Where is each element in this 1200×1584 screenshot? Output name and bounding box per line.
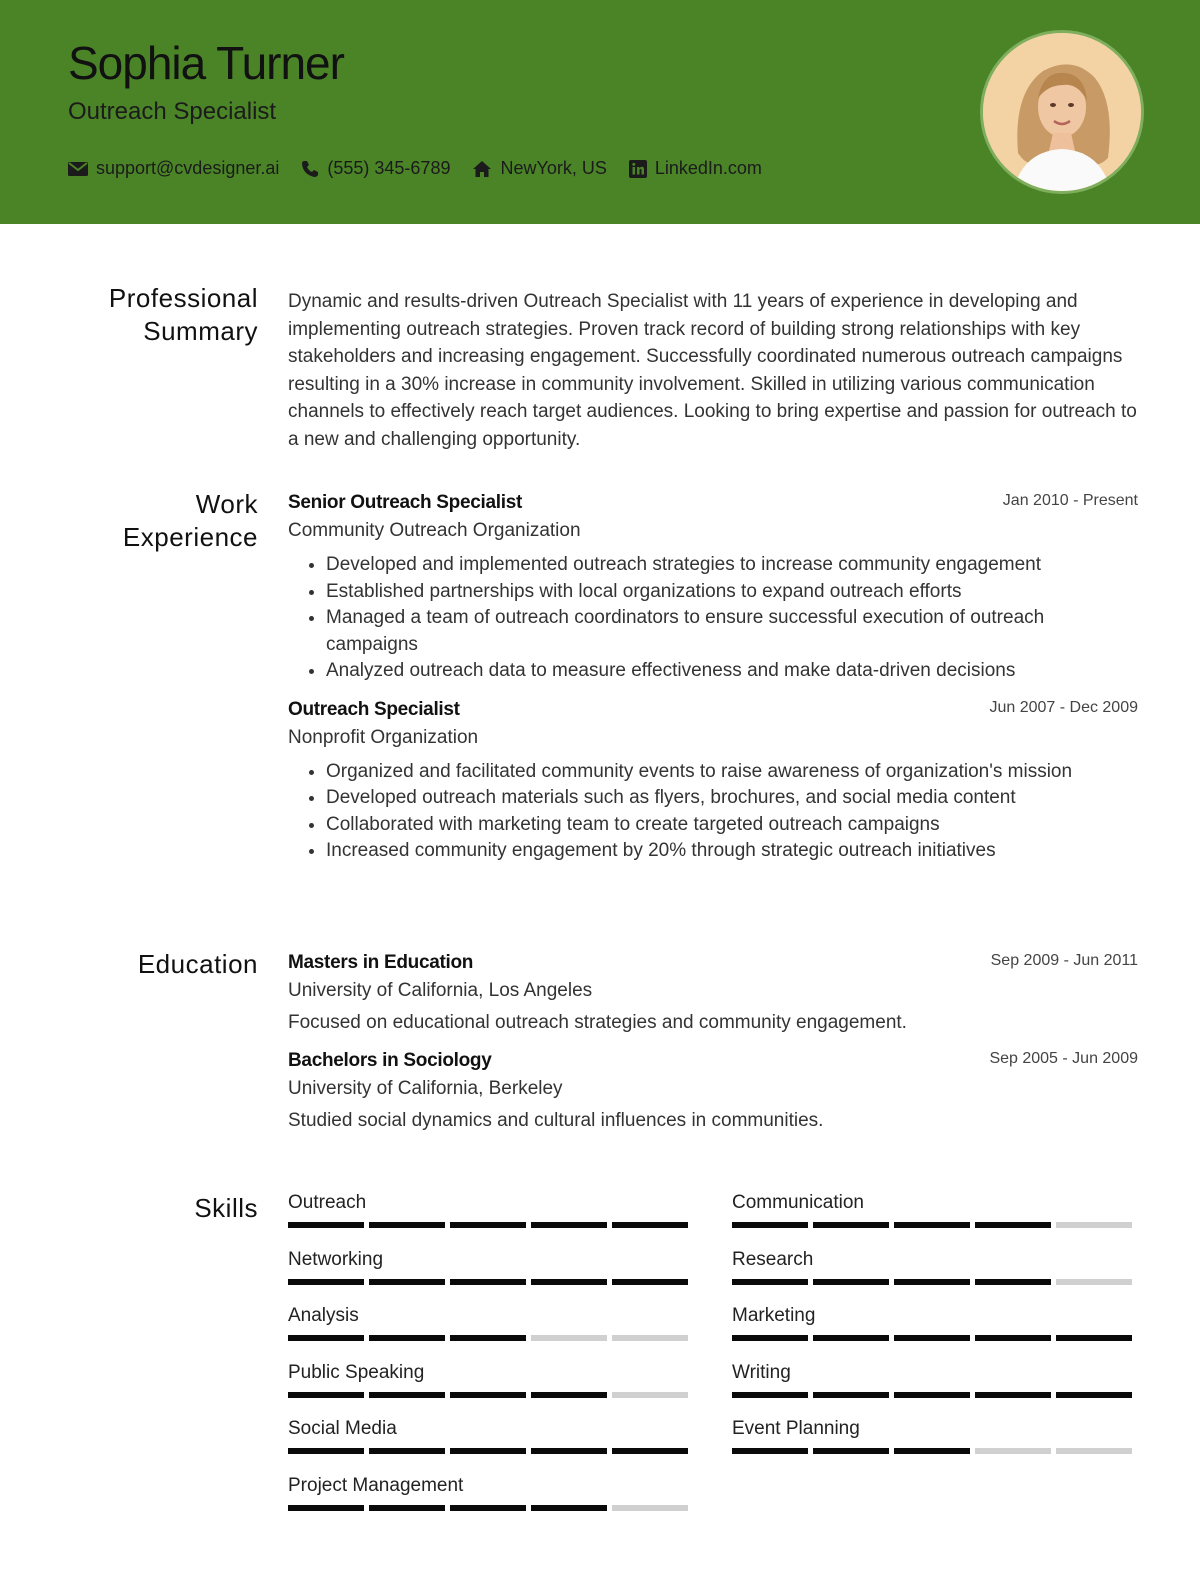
skill-segment-filled	[288, 1279, 364, 1285]
skill-segment-filled	[732, 1222, 808, 1228]
contact-linkedin[interactable]	[629, 158, 762, 179]
skill-segment-filled	[450, 1392, 526, 1398]
skill-segment-filled	[612, 1222, 688, 1228]
skill-level-bar	[732, 1448, 1132, 1454]
linkedin-icon	[629, 160, 647, 178]
list-item: • Organized and facilitated community events to raise awareness of organization's mission	[326, 759, 1138, 786]
skill-segment-filled	[450, 1222, 526, 1228]
experience-entry	[288, 699, 1138, 865]
summary-body	[288, 288, 1138, 453]
skill-segment-empty	[1056, 1448, 1132, 1454]
skill-segment-filled	[369, 1335, 445, 1341]
list-item: • Collaborated with marketing team to create targeted outreach campaigns	[326, 812, 1138, 839]
envelope-icon	[68, 161, 88, 177]
skill-segment-filled	[894, 1448, 970, 1454]
education-description: Focused on educational outreach strategies and community engagement.	[288, 1012, 907, 1033]
skill-segment-filled	[450, 1448, 526, 1454]
skill-item	[288, 1305, 688, 1341]
skill-name: Networking	[288, 1248, 384, 1270]
skill-segment-filled	[975, 1222, 1051, 1228]
skill-level-bar	[288, 1505, 688, 1511]
skill-level-bar	[732, 1222, 1132, 1228]
skill-segment-filled	[732, 1392, 808, 1398]
skill-segment-empty	[612, 1505, 688, 1511]
skill-segment-filled	[732, 1279, 808, 1285]
education-description: Studied social dynamics and cultural influences in communities.	[288, 1110, 824, 1131]
skill-item	[732, 1305, 1132, 1341]
skill-name: Outreach	[288, 1192, 367, 1213]
skill-segment-filled	[813, 1279, 889, 1285]
education-list	[288, 952, 1138, 1132]
email-text: support@cvdesigner.ai	[96, 158, 280, 178]
summary-heading-line-2: Summary	[143, 316, 258, 346]
skill-name: Event Planning	[732, 1418, 860, 1439]
skill-item	[288, 1249, 688, 1285]
skill-name: Communication	[732, 1192, 864, 1213]
experience-list	[288, 492, 1138, 865]
skill-segment-filled	[975, 1392, 1051, 1398]
skill-level-bar	[732, 1392, 1132, 1398]
skill-name: Public Speaking	[288, 1361, 425, 1383]
job-role: Senior Outreach Specialist	[288, 492, 523, 513]
skill-segment-filled	[732, 1448, 808, 1454]
summary-heading-line-1: Professional	[108, 283, 258, 313]
linkedin-text: LinkedIn.com	[654, 158, 762, 178]
phone-icon	[301, 160, 319, 178]
skill-segment-filled	[894, 1279, 970, 1285]
education-date: Sep 2005 - Jun 2009	[989, 1050, 1138, 1067]
location-text: NewYork, US	[500, 158, 607, 178]
skill-segment-filled	[369, 1222, 445, 1228]
school: University of California, Los Angeles	[288, 980, 593, 1001]
skill-segment-filled	[288, 1392, 364, 1398]
profile-photo	[980, 30, 1144, 194]
skill-segment-empty	[612, 1392, 688, 1398]
skill-segment-filled	[369, 1448, 445, 1454]
list-item: • Developed and implemented outreach strategies to increase community engagement	[326, 552, 1138, 579]
skill-segment-empty	[612, 1335, 688, 1341]
skill-segment-filled	[369, 1392, 445, 1398]
skill-segment-empty	[531, 1335, 607, 1341]
skill-name: Marketing	[732, 1305, 816, 1326]
degree: Masters in Education	[288, 952, 474, 973]
job-org: Community Outreach Organization	[288, 520, 581, 541]
skill-segment-filled	[813, 1448, 889, 1454]
skill-segment-filled	[531, 1392, 607, 1398]
list-item: • Analyzed outreach data to measure effectiveness and make data-driven decisions	[326, 658, 1138, 685]
skill-item	[732, 1418, 1132, 1454]
list-item: • Increased community engagement by 20% through strategic outreach initiatives	[326, 838, 1138, 865]
list-item: • Managed a team of outreach coordinators to ensure successful execution of outreach campaigns	[326, 605, 1138, 658]
phone-text: (555) 345-6789	[327, 158, 451, 178]
skill-level-bar	[732, 1335, 1132, 1341]
skill-segment-filled	[894, 1392, 970, 1398]
skill-name: Project Management	[288, 1474, 464, 1496]
degree: Bachelors in Sociology	[288, 1050, 492, 1071]
skill-level-bar	[732, 1279, 1132, 1285]
skill-name: Research	[732, 1248, 814, 1270]
skill-segment-filled	[288, 1448, 364, 1454]
job-bullets	[288, 552, 1138, 685]
skills-section	[0, 1192, 1200, 1532]
skill-segment-filled	[732, 1335, 808, 1341]
home-icon	[472, 160, 492, 178]
education-entry-head	[288, 952, 1138, 978]
skill-name: Social Media	[288, 1418, 397, 1439]
skills-heading: Skills	[194, 1193, 258, 1223]
skill-segment-filled	[369, 1279, 445, 1285]
job-org: Nonprofit Organization	[288, 726, 479, 748]
skill-segment-filled	[531, 1448, 607, 1454]
skill-segment-filled	[288, 1505, 364, 1511]
contact-phone[interactable]	[301, 158, 450, 179]
job-role: Outreach Specialist	[288, 698, 460, 720]
summary-text: Dynamic and results-driven Outreach Specialist with 11 years of experience in developing and implementing outreach strategies. Proven track record of building strong relationships with key stakeholders and increasing engagement. Successfully coordinated numerous outreach campaigns resulting in a 30% increase in community involvement. Skilled in utilizing various communication channels to effectively reach target audiences. Looking to bring expertise and passion for outreach to a new and challenging opportunity.	[288, 291, 1137, 450]
skill-item	[288, 1192, 688, 1228]
skill-segment-filled	[894, 1222, 970, 1228]
list-item: • Developed outreach materials such as flyers, brochures, and social media content	[326, 785, 1138, 812]
skill-segment-empty	[1056, 1279, 1132, 1285]
skill-segment-filled	[531, 1222, 607, 1228]
header-banner	[0, 0, 1200, 224]
education-entry	[288, 952, 1138, 1034]
skill-segment-filled	[288, 1335, 364, 1341]
skill-segment-empty	[1056, 1222, 1132, 1228]
experience-heading	[123, 488, 258, 554]
job-date: Jun 2007 - Dec 2009	[989, 698, 1138, 716]
job-date: Jan 2010 - Present	[1002, 492, 1138, 509]
skill-name: Writing	[732, 1361, 791, 1383]
skill-level-bar	[288, 1392, 688, 1398]
skill-segment-filled	[813, 1392, 889, 1398]
skill-segment-filled	[1056, 1335, 1132, 1341]
experience-entry-head	[288, 699, 1138, 725]
skill-segment-filled	[1056, 1392, 1132, 1398]
skill-level-bar	[288, 1222, 688, 1228]
skill-segment-filled	[813, 1335, 889, 1341]
job-bullets	[288, 759, 1138, 865]
skill-segment-filled	[531, 1505, 607, 1511]
education-entry-head	[288, 1050, 1138, 1076]
skill-level-bar	[288, 1335, 688, 1341]
skill-segment-filled	[450, 1279, 526, 1285]
skill-segment-filled	[531, 1279, 607, 1285]
experience-entry-head	[288, 492, 1138, 518]
list-item: • Established partnerships with local organizations to expand outreach efforts	[326, 579, 1138, 606]
skill-segment-empty	[975, 1448, 1051, 1454]
skill-item	[288, 1418, 688, 1454]
skill-segment-filled	[288, 1222, 364, 1228]
skill-name: Analysis	[288, 1305, 359, 1326]
education-entry	[288, 1050, 1138, 1132]
skill-item	[288, 1475, 688, 1511]
contact-bar	[68, 158, 762, 179]
skill-level-bar	[288, 1448, 688, 1454]
skill-item	[732, 1249, 1132, 1285]
skill-segment-filled	[612, 1448, 688, 1454]
candidate-title: Outreach Specialist	[68, 98, 277, 125]
contact-location	[472, 158, 606, 179]
experience-heading-line-1: Work	[195, 489, 258, 519]
skill-level-bar	[288, 1279, 688, 1285]
skill-segment-filled	[369, 1505, 445, 1511]
experience-entry	[288, 492, 1138, 685]
skill-segment-filled	[450, 1505, 526, 1511]
school: University of California, Berkeley	[288, 1078, 563, 1099]
contact-email[interactable]	[68, 158, 279, 179]
candidate-name: Sophia Turner	[68, 37, 344, 89]
experience-heading-line-2: Experience	[122, 522, 258, 552]
skill-segment-filled	[813, 1222, 889, 1228]
skill-segment-filled	[450, 1335, 526, 1341]
summary-heading	[109, 282, 258, 348]
skill-segment-filled	[894, 1335, 970, 1341]
skill-segment-filled	[975, 1279, 1051, 1285]
education-heading: Education	[137, 949, 258, 979]
skill-item	[732, 1362, 1132, 1398]
skill-segment-filled	[612, 1279, 688, 1285]
skill-item	[732, 1192, 1132, 1228]
skill-item	[288, 1362, 688, 1398]
skill-segment-filled	[975, 1335, 1051, 1341]
education-date: Sep 2009 - Jun 2011	[990, 952, 1138, 969]
